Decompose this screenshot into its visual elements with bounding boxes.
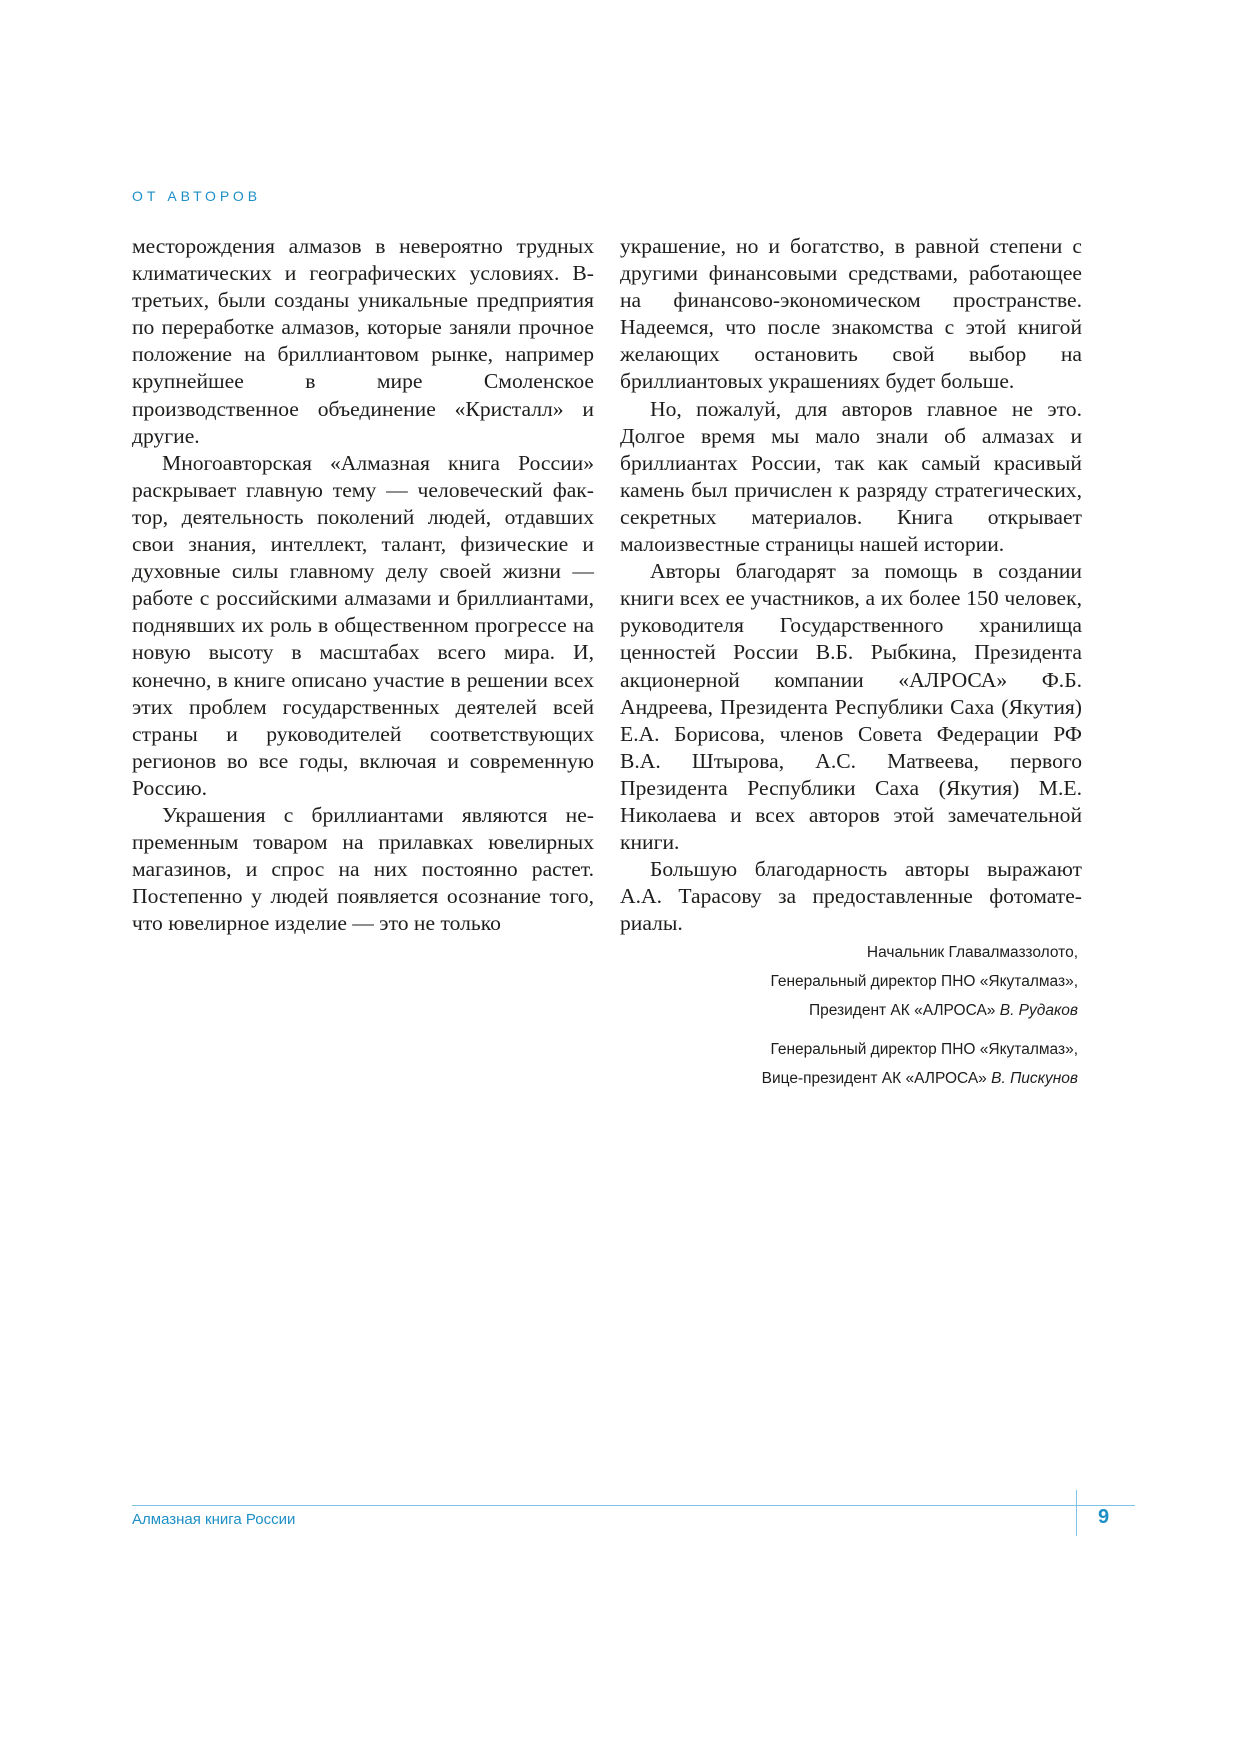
paragraph: месторождения алмазов в невероятно трудных климатических и географических условиях. В-третьих, были созданы уникальные предприятия по переработке алмазов, которые заняли прочное положение на бриллиантовом рынке, например крупнейшее в мире Смоленское производственное объединение «Кристалл» и другие. — [132, 234, 594, 448]
signature-line-with-name — [478, 1064, 1078, 1093]
signature-name: В. Рудаков — [999, 1002, 1078, 1019]
signature-line: Начальник Главалмаззолото, — [866, 944, 1078, 961]
paragraph: Многоавторская «Алмазная книга России» раскрывает главную тему — человеческий фактор, деятельность поколений людей, отдавших свои знания, интеллект, талант, физические и духовные силы главному делу своей жизни — работе с российскими алмазами и бриллиантами, поднявших их роль в общественном прогрессе на новую высоту в масштабах всего мира. И, конечно, в книге описано участие в решении всех этих проблем государственных деятелей всей страны и руководителей соответствующих регионов во все годы, включая и современную Россию. — [132, 450, 594, 800]
paragraph: украшение, но и богатство, в равной степени с другими финансовыми средствами, работающее на финансово-экономическом пространстве. Надеемся, что после знакомства с этой книгой желающих остановить свой выбор на бриллиантовых украшениях будет больше. — [620, 234, 1082, 394]
right-text-column — [620, 233, 1082, 937]
paragraph: Большую благодарность авторы выражают А.А. Тарасову за предоставленные фотоматериалы. — [620, 857, 1082, 936]
signature-line: Вице-президент АК «АЛРОСА» — [761, 1070, 987, 1087]
paragraph: Авторы благодарят за помощь в создании книги всех ее участников, а их более 150 человек, руководителя Государственного хранилища ценностей России В.Б. Рыбкина, Президента акционерной компании «АЛРОСА» Ф.Б. Андреева, Президента Республики Саха (Якутия) Е.А. Борисова, членов Совета Федерации РФ В.А. Штырова, А.С. Матвеева, первого Президента Республики Саха (Якутия) М.Е. Николаева и всех авторов этой замечательной книги. — [620, 559, 1082, 855]
section-title: ОТ АВТОРОВ — [132, 188, 262, 204]
signature-name: В. Пискунов — [991, 1070, 1078, 1087]
signatures — [478, 938, 1078, 1103]
signature-line: Генеральный директор ПНО «Якуталмаз», — [770, 1041, 1078, 1058]
page-number: 9 — [1098, 1506, 1110, 1528]
footer-vertical-divider — [1076, 1490, 1077, 1536]
signature-rudakov — [478, 938, 1078, 1025]
left-text-column — [132, 233, 594, 937]
paragraph: Но, пожалуй, для авторов главное не это. Долгое время мы мало знали об алмазах и бриллиантах России, так как самый красивый камень был причислен к разряду стратегических, секретных материалов. Книга открывает малоизвестные страницы нашей истории. — [620, 396, 1082, 557]
signature-line: Генеральный директор ПНО «Якуталмаз», — [770, 973, 1078, 990]
signature-piskunov — [478, 1035, 1078, 1093]
signature-line-with-name — [478, 996, 1078, 1025]
footer-book-title: Алмазная книга России — [132, 1511, 296, 1528]
signature-line: Президент АК «АЛРОСА» — [808, 1002, 996, 1019]
footer-divider — [132, 1505, 1135, 1506]
paragraph: Украшения с бриллиантами являются непременным товаром на прилавках ювелирных магазинов, и спрос на них постоянно растет. Постепенно у людей появляется осознание того, что ювелирное изделие — это не только — [132, 802, 594, 936]
